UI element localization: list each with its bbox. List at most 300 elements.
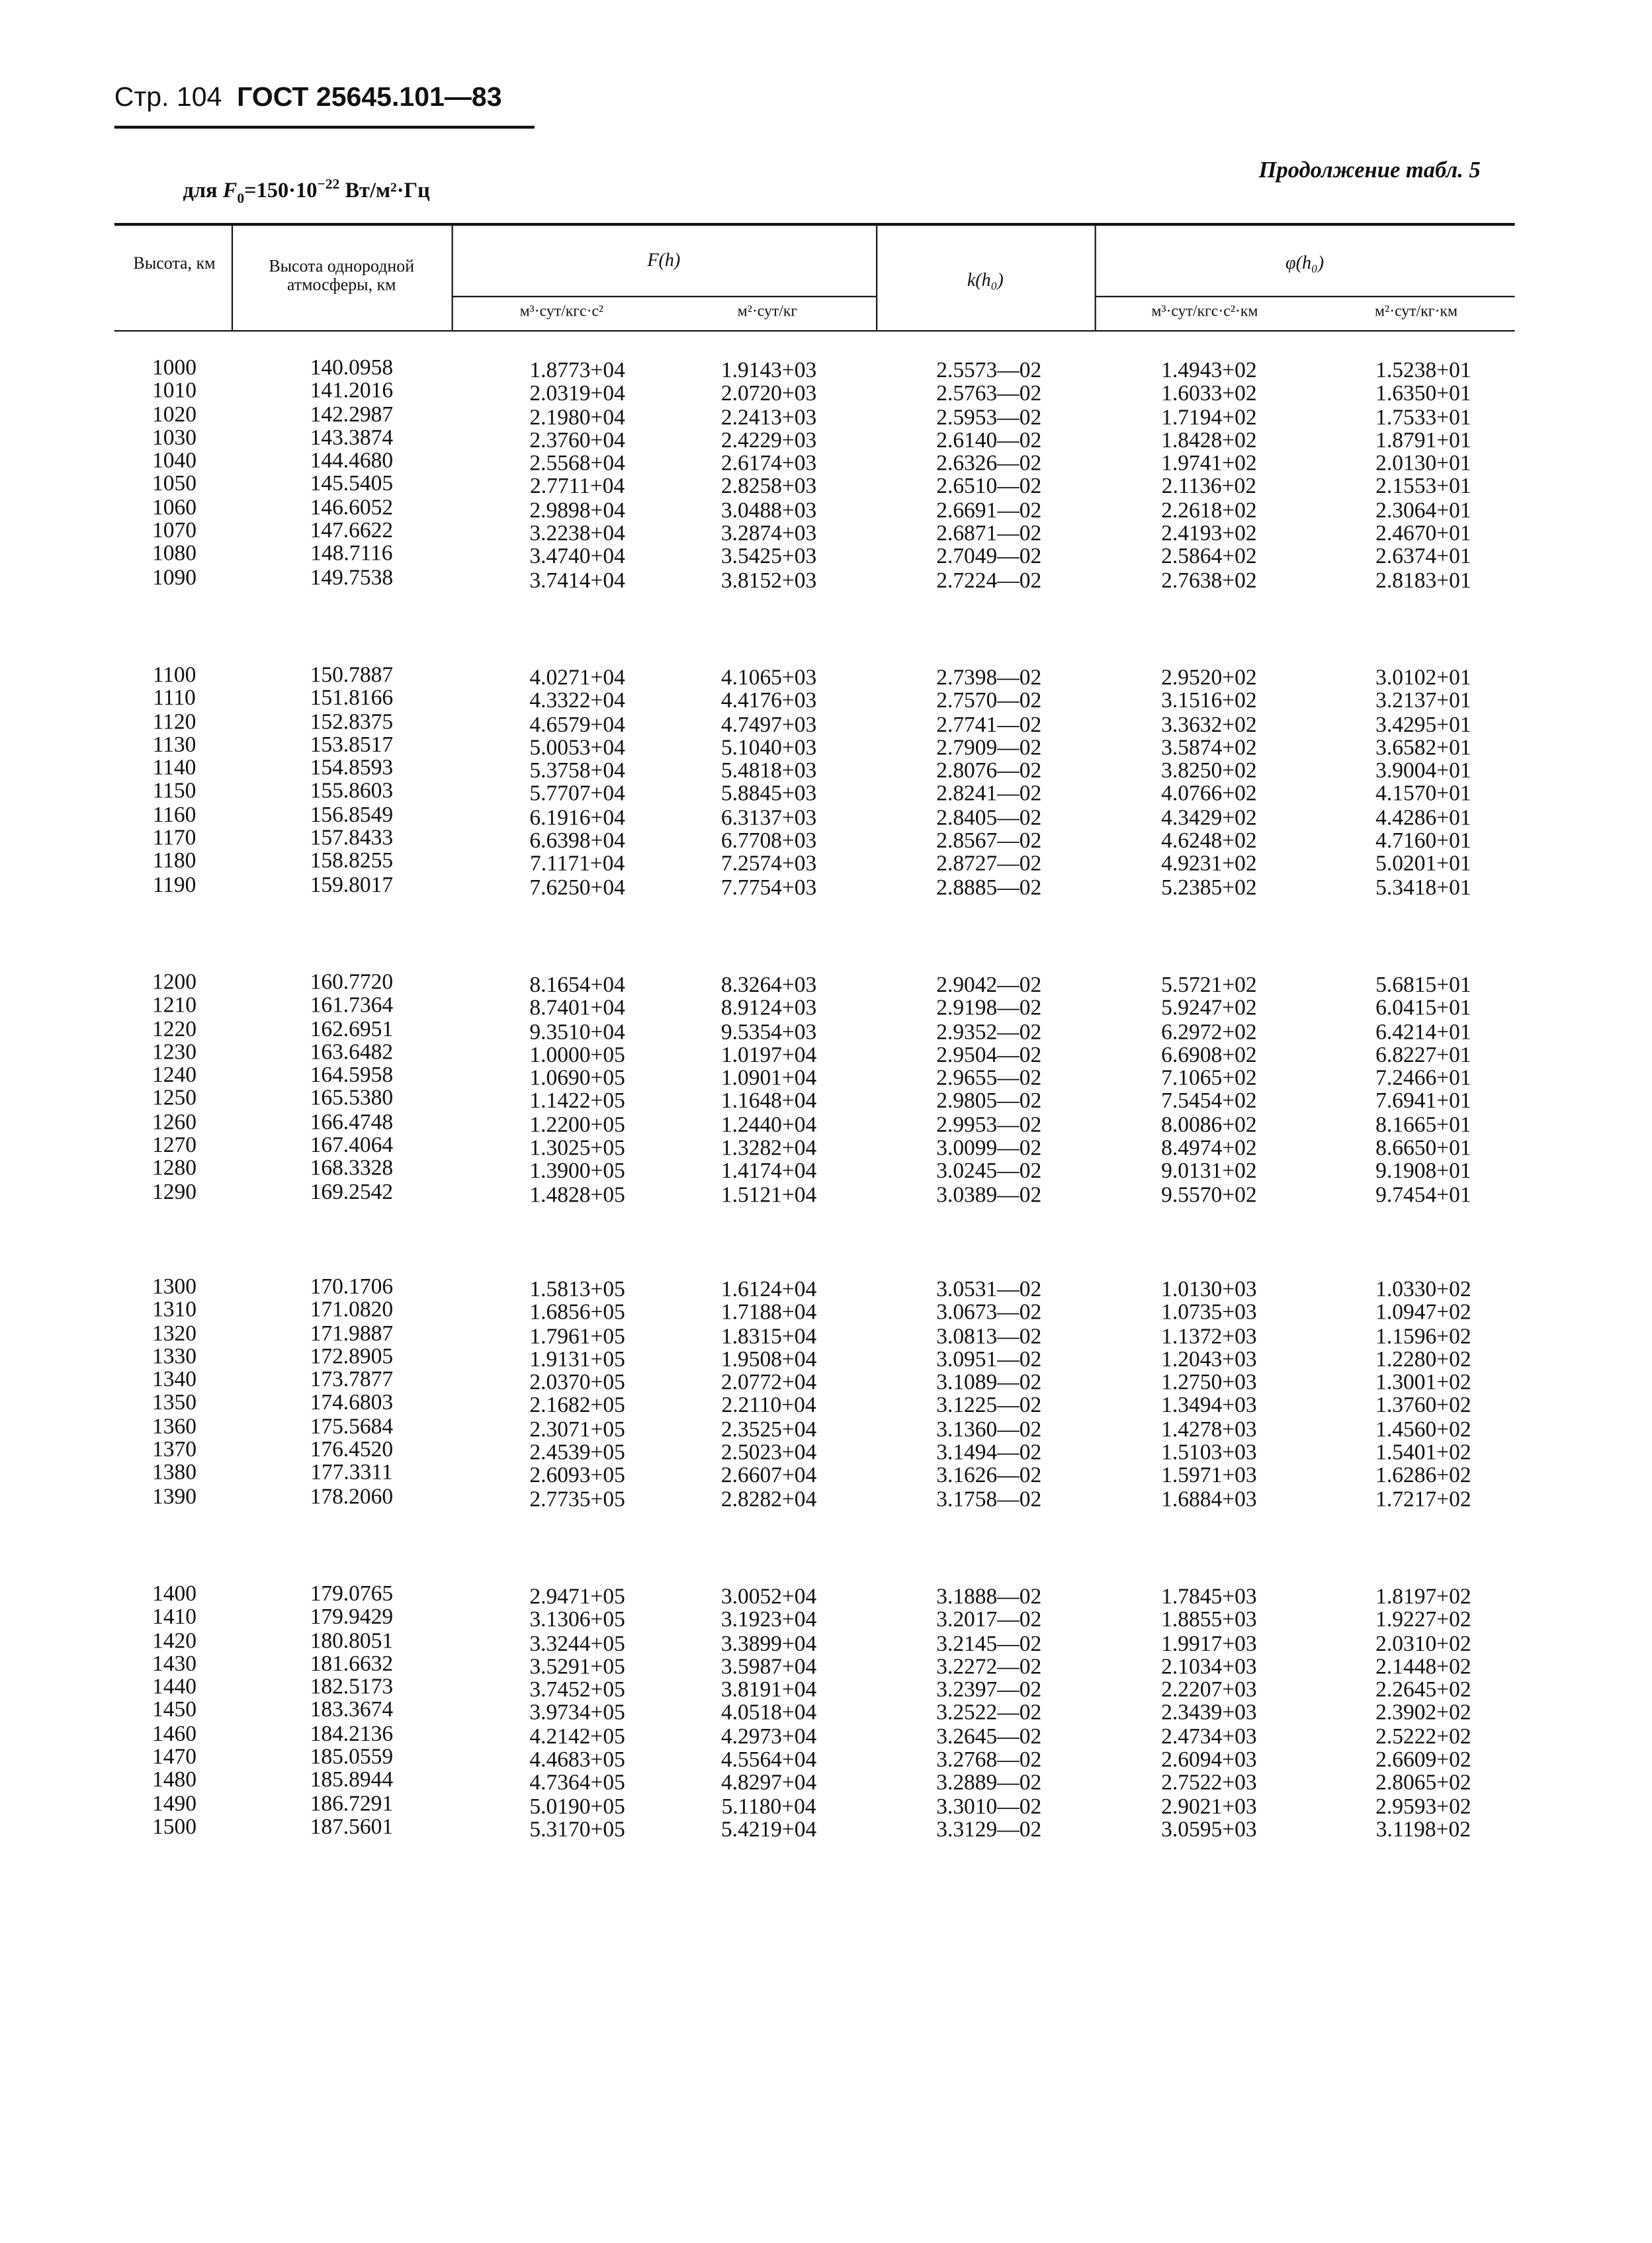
- table-cell: 1080: [152, 542, 196, 567]
- table-cell: 4.5564+04: [720, 1747, 817, 1773]
- table-cell: 155.8603: [310, 779, 394, 804]
- table-cell: 5.5721+02: [1161, 973, 1257, 998]
- table-cell: 2.0772+04: [720, 1370, 817, 1395]
- table-cell: 169.2542: [310, 1180, 394, 1205]
- table-cell: 3.1888—02: [936, 1585, 1042, 1610]
- table-cell: 171.9887: [310, 1321, 394, 1346]
- table-cell: 4.0518+04: [720, 1701, 817, 1726]
- table-cell: 170.1706: [310, 1274, 394, 1299]
- table-cell: 3.0595+03: [1161, 1818, 1257, 1843]
- table-cell: 1050: [152, 472, 196, 497]
- table-cell: 1430: [152, 1651, 196, 1677]
- table-cell: 2.8258+03: [720, 475, 817, 500]
- k-column: [909, 360, 1069, 593]
- table-cell: 3.7452+05: [529, 1678, 625, 1702]
- table-cell: 4.7160+01: [1375, 828, 1471, 854]
- table-cell: 153.8517: [310, 732, 394, 758]
- table-cell: 2.6094+03: [1161, 1747, 1257, 1773]
- table-cell: 3.6582+01: [1375, 736, 1471, 760]
- table-cell: 1.4828+05: [529, 1182, 625, 1208]
- table-cell: 156.8549: [310, 803, 394, 828]
- table-cell: 7.5454+02: [1161, 1089, 1257, 1114]
- table-cell: 1310: [152, 1297, 196, 1323]
- table-cell: 4.7497+03: [720, 712, 817, 737]
- table-cell: 1.0330+02: [1375, 1278, 1471, 1302]
- table-cell: 1.5401+02: [1375, 1440, 1471, 1466]
- f-column-kgs: [500, 1587, 654, 1843]
- table-cell: 2.3525+04: [720, 1417, 817, 1442]
- table-cell: 1370: [152, 1438, 196, 1462]
- table-cell: 8.4974+02: [1161, 1136, 1257, 1161]
- table-cell: 3.1516+02: [1161, 689, 1257, 714]
- table-cell: 2.9805—02: [936, 1089, 1042, 1114]
- f-column-kg: [691, 360, 846, 593]
- table-cell: 3.1198+02: [1375, 1818, 1471, 1843]
- table-cell: 1.0735+03: [1161, 1301, 1257, 1325]
- table-cell: 9.5354+03: [720, 1020, 817, 1045]
- table-cell: 2.5568+04: [529, 451, 625, 476]
- table-cell: 3.2137+01: [1375, 689, 1471, 714]
- table-cell: 1.9143+03: [720, 359, 817, 383]
- f-column-kgs: [500, 668, 654, 901]
- table-cell: 3.2889—02: [936, 1771, 1042, 1796]
- table-cell: 3.9004+01: [1375, 759, 1471, 784]
- homogeneous-altitude-column: [280, 1276, 423, 1509]
- table-cell: 9.1908+01: [1375, 1159, 1471, 1184]
- table-cell: 180.8051: [310, 1628, 394, 1653]
- k-column: [909, 1279, 1069, 1512]
- column-divider: [1095, 226, 1096, 330]
- table-cell: 1220: [152, 1017, 196, 1041]
- table-cell: 2.5763—02: [936, 382, 1042, 407]
- table-cell: 2.7522+03: [1161, 1771, 1257, 1796]
- table-cell: 4.3322+04: [529, 689, 625, 714]
- table-cell: 151.8166: [310, 686, 394, 711]
- table-cell: 3.0052+04: [720, 1585, 817, 1610]
- table-cell: 4.1065+03: [720, 666, 817, 691]
- table-cell: 3.4740+04: [529, 545, 625, 570]
- table-cell: 172.8905: [310, 1344, 394, 1370]
- table-cell: 1410: [152, 1605, 196, 1630]
- table-cell: 141.2016: [310, 379, 394, 404]
- table-cell: 2.0130+01: [1375, 451, 1471, 476]
- altitude-column: [137, 972, 211, 1205]
- table-cell: 1160: [152, 803, 196, 828]
- table-cell: 1110: [153, 686, 196, 711]
- phi-column-kgs: [1132, 1587, 1286, 1843]
- table-cell: 3.2645—02: [936, 1724, 1042, 1749]
- table-cell: 1.6124+04: [720, 1278, 817, 1302]
- table-cell: 2.9504—02: [936, 1043, 1042, 1068]
- table-cell: 3.1225—02: [936, 1394, 1042, 1419]
- table-cell: 1.5971+03: [1161, 1464, 1257, 1489]
- table-cell: 1140: [152, 756, 196, 781]
- table-cell: 158.8255: [310, 849, 394, 874]
- table-cell: 175.5684: [310, 1414, 394, 1439]
- table-cell: 2.9593+02: [1375, 1794, 1471, 1819]
- table-cell: 143.3874: [310, 425, 394, 451]
- table-cell: 8.1654+04: [529, 973, 625, 998]
- table-cell: 1.8197+02: [1375, 1585, 1471, 1610]
- table-cell: 1.7961+05: [529, 1324, 625, 1349]
- table-cell: 1290: [152, 1180, 196, 1205]
- table-cell: 2.9655—02: [936, 1066, 1042, 1091]
- table-cell: 4.1570+01: [1375, 782, 1471, 807]
- table-cell: 3.0389—02: [936, 1182, 1042, 1208]
- table-cell: 165.5380: [310, 1086, 394, 1112]
- table-cell: 2.7735+05: [529, 1487, 625, 1512]
- table-cell: 5.0201+01: [1375, 852, 1471, 877]
- table-cell: 1.1372+03: [1161, 1324, 1257, 1349]
- table-cell: 168.3328: [310, 1157, 394, 1181]
- table-cell: 3.2238+04: [529, 521, 625, 547]
- table-cell: 185.0559: [310, 1745, 394, 1770]
- phi-column-kgs: [1132, 668, 1286, 901]
- table-cell: 3.2768—02: [936, 1747, 1042, 1773]
- table-cell: 1260: [152, 1110, 196, 1135]
- table-cell: 1420: [152, 1628, 196, 1653]
- table-cell: 1.7217+02: [1375, 1487, 1471, 1512]
- phi-column-kg: [1346, 1587, 1500, 1843]
- table-cell: 171.0820: [310, 1297, 394, 1323]
- table-cell: 5.3758+04: [529, 759, 625, 784]
- table-cell: 1000: [152, 355, 196, 380]
- table-cell: 157.8433: [310, 826, 394, 851]
- table-cell: 5.0190+05: [529, 1794, 625, 1819]
- table-cell: 4.9231+02: [1161, 852, 1257, 877]
- table-cell: 3.4295+01: [1375, 712, 1471, 737]
- table-cell: 5.9247+02: [1161, 996, 1257, 1021]
- table-cell: 3.0488+03: [720, 498, 817, 523]
- table-cell: 5.4219+04: [720, 1818, 817, 1843]
- table-cell: 3.1758—02: [936, 1487, 1042, 1512]
- table-cell: 1210: [152, 993, 196, 1018]
- header-phi-unit2: м²·сут/кг·км: [1375, 302, 1458, 320]
- table-cell: 1.0690+05: [529, 1066, 625, 1091]
- table-cell: 167.4064: [310, 1133, 394, 1158]
- table-cell: 150.7887: [310, 663, 394, 687]
- table-cell: 7.2466+01: [1375, 1066, 1471, 1091]
- table-cell: 1040: [152, 449, 196, 474]
- table-cell: 1.3282+04: [720, 1136, 817, 1161]
- table-cell: 1.1596+02: [1375, 1324, 1471, 1349]
- table-cell: 1010: [152, 379, 196, 404]
- table-cell: 8.9124+03: [720, 996, 817, 1021]
- homogeneous-altitude-column: [280, 664, 423, 897]
- standard-number: ГОСТ 25645.101—83: [237, 83, 502, 113]
- table-cell: 148.7116: [310, 542, 393, 567]
- table-cell: 2.6691—02: [936, 498, 1042, 523]
- header-k: k(h₀): [967, 269, 1004, 290]
- table-cell: 9.5570+02: [1161, 1182, 1257, 1208]
- table-cell: 1340: [152, 1368, 196, 1393]
- table-cell: 1.4174+04: [720, 1159, 817, 1184]
- table-cell: 1200: [152, 970, 196, 995]
- table-cell: 2.7638+02: [1161, 568, 1257, 593]
- table-cell: 2.6140—02: [936, 428, 1042, 453]
- column-divider: [232, 226, 233, 330]
- table-cell: 1.6884+03: [1161, 1487, 1257, 1512]
- table-cell: 3.2397—02: [936, 1678, 1042, 1702]
- table-cell: 8.7401+04: [529, 996, 625, 1021]
- table-cell: 2.2645+02: [1375, 1678, 1471, 1702]
- table-cell: 3.2017—02: [936, 1608, 1042, 1633]
- table-cell: 181.6632: [310, 1651, 394, 1677]
- table-cell: 1500: [152, 1815, 196, 1839]
- table-cell: 152.8375: [310, 709, 394, 734]
- table-cell: 1300: [152, 1274, 196, 1299]
- phi-subheader-rule: [1095, 296, 1515, 297]
- table-cell: 179.0765: [310, 1582, 394, 1606]
- table-cell: 1.5121+04: [720, 1182, 817, 1208]
- table-cell: 1.3001+02: [1375, 1370, 1471, 1395]
- table-cell: 2.0319+04: [529, 382, 625, 407]
- table-cell: 2.3064+01: [1375, 498, 1471, 523]
- table-cell: 1.9508+04: [720, 1347, 817, 1372]
- table-cell: 2.6374+01: [1375, 545, 1471, 570]
- table-cell: 1190: [152, 873, 196, 897]
- table-cell: 3.1089—02: [936, 1370, 1042, 1395]
- table-cell: 3.1626—02: [936, 1464, 1042, 1489]
- table-cell: 2.3760+04: [529, 428, 625, 453]
- table-cell: 1.9227+02: [1375, 1608, 1471, 1633]
- table-cell: 3.3010—02: [936, 1794, 1042, 1819]
- table-cell: 3.0245—02: [936, 1159, 1042, 1184]
- table-cell: 2.4539+05: [529, 1440, 625, 1466]
- table-cell: 187.5601: [310, 1815, 394, 1839]
- table-cell: 1.2200+05: [529, 1113, 625, 1137]
- table-cell: 2.2110+04: [721, 1394, 816, 1419]
- table-cell: 1390: [152, 1484, 196, 1509]
- table-cell: 1380: [152, 1461, 196, 1486]
- table-cell: 3.0531—02: [936, 1278, 1042, 1302]
- phi-column-kg: [1346, 360, 1500, 593]
- table-cell: 2.3902+02: [1375, 1701, 1471, 1726]
- table-cell: 1.9131+05: [529, 1347, 625, 1372]
- table-cell: 3.3129—02: [936, 1818, 1042, 1843]
- altitude-column: [137, 357, 211, 590]
- phi-column-kg: [1346, 668, 1500, 901]
- table-cell: 2.5864+02: [1161, 545, 1257, 570]
- table-cell: 2.2207+03: [1161, 1678, 1257, 1702]
- table-cell: 4.7364+05: [529, 1771, 625, 1796]
- table-cell: 1230: [152, 1040, 196, 1065]
- table-cell: 4.3429+02: [1161, 805, 1257, 830]
- page-label: Стр. 104: [114, 83, 222, 113]
- table-cell: 6.3137+03: [720, 805, 817, 830]
- table-cell: 1.2750+03: [1161, 1370, 1257, 1395]
- table-cell: 2.7741—02: [936, 712, 1042, 737]
- table-cell: 3.3899+04: [720, 1631, 817, 1656]
- table-cell: 185.8944: [310, 1768, 394, 1793]
- header-phi-unit1: м³·сут/кгс·с²·км: [1151, 302, 1258, 320]
- table-cell: 3.2145—02: [936, 1631, 1042, 1656]
- table-cell: 3.0102+01: [1375, 666, 1471, 691]
- table-cell: 3.2522—02: [936, 1701, 1042, 1726]
- table-cell: 1.0947+02: [1375, 1301, 1471, 1325]
- table-cell: 146.6052: [310, 496, 394, 520]
- k-column: [909, 1587, 1069, 1843]
- table-cell: 3.5425+03: [720, 545, 817, 570]
- table-cell: 6.1916+04: [529, 805, 625, 830]
- altitude-column: [137, 664, 211, 897]
- table-cell: 1360: [152, 1414, 196, 1439]
- table-cell: 161.7364: [310, 993, 394, 1018]
- table-cell: 1330: [152, 1344, 196, 1370]
- table-cell: 2.9953—02: [936, 1113, 1042, 1137]
- table-cell: 1400: [152, 1582, 196, 1606]
- condition-var: F: [222, 180, 238, 203]
- table-cell: 9.0131+02: [1161, 1159, 1257, 1184]
- table-top-rule: [114, 223, 1515, 226]
- table-cell: 2.7711+04: [530, 475, 625, 500]
- table-cell: 2.5573—02: [936, 359, 1042, 383]
- table-cell: 3.0673—02: [936, 1301, 1042, 1325]
- table-cell: 5.1180+04: [721, 1794, 816, 1819]
- table-cell: 1.0000+05: [529, 1043, 625, 1068]
- table-cell: 2.3071+05: [529, 1417, 625, 1442]
- f-column-kg: [691, 668, 846, 901]
- table-cell: 2.6093+05: [529, 1464, 625, 1489]
- table-cell: 2.5953—02: [936, 405, 1042, 430]
- table-cell: 1240: [152, 1063, 196, 1088]
- table-cell: 1.6033+02: [1161, 382, 1257, 407]
- table-cell: 2.6174+03: [720, 451, 817, 476]
- table-cell: 4.0271+04: [529, 666, 625, 691]
- table-cell: 3.5874+02: [1161, 736, 1257, 760]
- table-cell: 2.2618+02: [1161, 498, 1257, 523]
- table-cell: 2.9042—02: [936, 973, 1042, 998]
- table-cell: 8.1665+01: [1375, 1113, 1471, 1137]
- table-cell: 1440: [152, 1675, 196, 1700]
- condition-label: [183, 177, 429, 207]
- f-column-kgs: [500, 1279, 654, 1512]
- table-cell: 7.1065+02: [1161, 1066, 1257, 1091]
- table-cell: 1.4943+02: [1161, 359, 1257, 383]
- table-cell: 186.7291: [310, 1791, 394, 1816]
- table-cell: 2.8567—02: [936, 828, 1042, 854]
- header-phi: φ(h₀): [1285, 251, 1325, 273]
- table-cell: 2.9352—02: [936, 1020, 1042, 1045]
- table-cell: 1.7533+01: [1375, 405, 1471, 430]
- table-cell: 1.0130+03: [1161, 1278, 1257, 1302]
- table-cell: 140.0958: [310, 355, 394, 380]
- table-cell: 2.6510—02: [936, 475, 1042, 500]
- table-cell: 1070: [152, 519, 196, 543]
- table-cell: 183.3674: [310, 1698, 394, 1723]
- table-cell: 8.0086+02: [1161, 1113, 1257, 1137]
- table-cell: 1.3760+02: [1375, 1394, 1471, 1419]
- table-cell: 1.9741+02: [1161, 451, 1257, 476]
- table-cell: 184.2136: [310, 1722, 394, 1747]
- table-cell: 2.7398—02: [936, 666, 1042, 691]
- table-cell: 1.9917+03: [1161, 1631, 1257, 1656]
- table-cell: 1130: [152, 732, 196, 758]
- table-cell: 3.3632+02: [1161, 712, 1257, 737]
- table-cell: 2.9198—02: [936, 996, 1042, 1021]
- k-column: [909, 668, 1069, 901]
- altitude-column: [137, 1276, 211, 1509]
- table-cell: 5.0053+04: [529, 736, 625, 760]
- table-cell: 1020: [152, 402, 196, 427]
- table-cell: 4.4176+03: [720, 689, 817, 714]
- table-cell: 6.7708+03: [720, 828, 817, 854]
- table-cell: 2.4193+02: [1161, 521, 1257, 547]
- table-cell: 1.2280+02: [1375, 1347, 1471, 1372]
- table-cell: 1320: [152, 1321, 196, 1346]
- table-cell: 5.6815+01: [1375, 973, 1471, 998]
- table-cell: 2.1448+02: [1375, 1655, 1471, 1679]
- table-cell: 145.5405: [310, 472, 394, 497]
- table-cell: 3.8250+02: [1161, 759, 1257, 784]
- table-cell: 1170: [152, 826, 196, 851]
- f-column-kg: [691, 975, 846, 1208]
- table-cell: 2.7224—02: [936, 568, 1042, 593]
- table-cell: 7.7754+03: [720, 875, 817, 901]
- f-column-kgs: [500, 975, 654, 1208]
- table-cell: 154.8593: [310, 756, 394, 781]
- table-cell: 1.7194+02: [1161, 405, 1257, 430]
- table-cell: 2.8241—02: [936, 782, 1042, 807]
- table-cell: 9.3510+04: [529, 1020, 625, 1045]
- table-cell: 2.9898+04: [529, 498, 625, 523]
- table-cell: 173.7877: [310, 1368, 394, 1393]
- homogeneous-altitude-column: [280, 1583, 423, 1839]
- table-cell: 1100: [152, 663, 196, 687]
- header-f-unit2: м²·сут/кг: [737, 302, 798, 320]
- phi-column-kgs: [1132, 360, 1286, 593]
- table-cell: 2.8183+01: [1375, 568, 1471, 593]
- table-cell: 1.4278+03: [1161, 1417, 1257, 1442]
- table-cell: 2.1980+04: [529, 405, 625, 430]
- f-subheader-rule: [452, 296, 877, 297]
- table-cell: 7.6250+04: [529, 875, 625, 901]
- table-cell: 1.1422+05: [529, 1089, 625, 1114]
- altitude-column: [137, 1583, 211, 1839]
- condition-eq: =150·10: [244, 180, 318, 203]
- table-cell: 2.8727—02: [936, 852, 1042, 877]
- table-cell: 2.2413+03: [720, 405, 817, 430]
- table-cell: 6.2972+02: [1161, 1020, 1257, 1045]
- table-cell: 1.6286+02: [1375, 1464, 1471, 1489]
- table-cell: 2.7909—02: [936, 736, 1042, 760]
- table-cell: 1150: [152, 779, 196, 804]
- table-cell: 4.2973+04: [720, 1724, 817, 1749]
- condition-unit: Вт/м²·Гц: [339, 180, 430, 203]
- table-cell: 2.9520+02: [1161, 666, 1257, 691]
- table-cell: 1.6350+01: [1375, 382, 1471, 407]
- table-cell: 162.6951: [310, 1017, 394, 1041]
- table-cell: 3.2272—02: [936, 1655, 1042, 1679]
- table-cell: 178.2060: [310, 1484, 394, 1509]
- table-cell: 3.1306+05: [529, 1608, 625, 1633]
- table-cell: 182.5173: [310, 1675, 394, 1700]
- table-cell: 3.5291+05: [529, 1655, 625, 1679]
- table-cell: 2.6871—02: [936, 521, 1042, 547]
- table-cell: 2.5023+04: [720, 1440, 817, 1466]
- header-f-unit1: м³·сут/кгс·с²: [519, 302, 604, 320]
- table-cell: 7.2574+03: [720, 852, 817, 877]
- table-cell: 3.2874+03: [720, 521, 817, 547]
- table-cell: 3.0951—02: [936, 1347, 1042, 1372]
- table-header-bottom-rule: [114, 330, 1515, 331]
- table-cell: 163.6482: [310, 1040, 394, 1065]
- column-divider: [452, 226, 453, 330]
- table-cell: 1450: [152, 1698, 196, 1723]
- table-cell: 1.0197+04: [720, 1043, 817, 1068]
- table-cell: 1.8773+04: [529, 359, 625, 383]
- table-cell: 3.0813—02: [936, 1324, 1042, 1349]
